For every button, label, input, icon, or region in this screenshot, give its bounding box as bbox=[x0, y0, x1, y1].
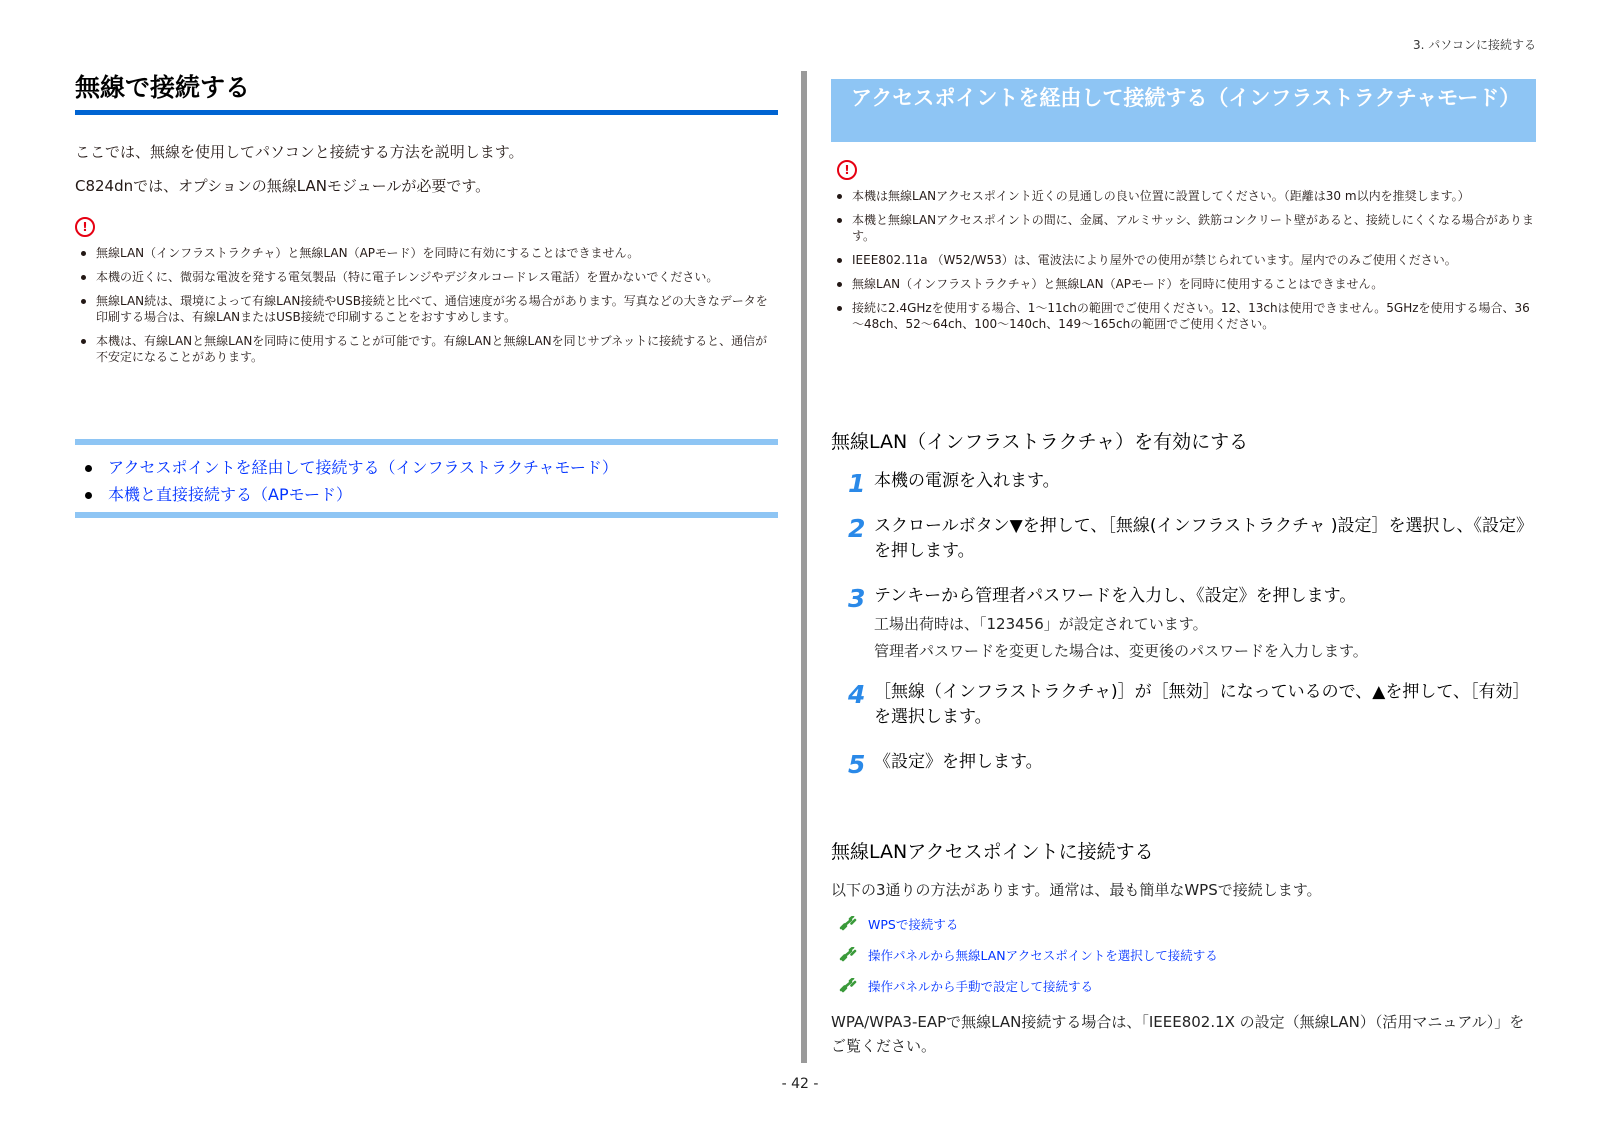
section-banner: アクセスポイントを経由して接続する（インフラストラクチャモード） bbox=[831, 79, 1536, 142]
step-3 bbox=[848, 584, 1538, 662]
note-item: IEEE802.11a （W52/W53）は、電波法により屋外での使用が禁じられています。屋内でのみご使用ください。 bbox=[831, 252, 1536, 268]
chain-link-icon bbox=[838, 916, 858, 932]
column-divider bbox=[801, 71, 807, 1063]
note-item: 無線LAN続は、環境によって有線LAN接続やUSB接続と比べて、通信速度が劣る場合があります。写真などの大きなデータを印刷する場合は、有線LANまたはUSB接続で印刷することをおすすめします。 bbox=[75, 293, 778, 325]
related-links-box bbox=[75, 439, 778, 518]
chain-link-icon bbox=[838, 947, 858, 963]
caution-notes-list bbox=[75, 245, 778, 365]
page-title: 無線で接続する bbox=[75, 70, 778, 115]
step-number: 5 bbox=[848, 750, 866, 779]
step-text: 《設定》を押します。 bbox=[874, 752, 1043, 772]
note-item: 無線LAN（インフラストラクチャ）と無線LAN（APモード）を同時に有効にすることはできません。 bbox=[75, 245, 778, 261]
step-5 bbox=[848, 750, 1538, 779]
caution-notes-list bbox=[831, 188, 1536, 332]
step-text: ［無線（インフラストラクチャ)］が［無効］になっているので、▲を押して、［有効］を選択します。 bbox=[874, 682, 1530, 727]
link-wps[interactable] bbox=[838, 915, 958, 933]
methods-intro: 以下の3通りの方法があります。通常は、最も簡単なWPSで接続します。 bbox=[831, 881, 1322, 899]
step-1 bbox=[848, 469, 1538, 498]
link-infrastructure-mode[interactable]: アクセスポイントを経由して接続する（インフラストラクチャモード） bbox=[83, 454, 778, 481]
link-label[interactable]: 操作パネルから無線LANアクセスポイントを選択して接続する bbox=[868, 948, 1218, 963]
step-4 bbox=[848, 680, 1538, 730]
page-number: - 42 - bbox=[781, 1076, 819, 1092]
step-subtext: 工場出荷時は、「123456」が設定されています。 bbox=[874, 615, 1208, 633]
chapter-header: 3. パソコンに接続する bbox=[1412, 38, 1536, 52]
intro-text: ここでは、無線を使用してパソコンと接続する方法を説明します。 bbox=[75, 143, 524, 161]
step-text: テンキーから管理者パスワードを入力し、《設定》を押します。 bbox=[874, 586, 1357, 606]
step-number: 1 bbox=[848, 469, 866, 498]
step-subtext: 管理者パスワードを変更した場合は、変更後のパスワードを入力します。 bbox=[874, 642, 1368, 660]
chain-link-icon bbox=[838, 978, 858, 994]
note-item: 接続に2.4GHzを使用する場合、1～11chの範囲でご使用ください。12、13chは使用できません。5GHzを使用する場合、36～48ch、52～64ch、100～140ch、149～165chの範囲でご使用ください。 bbox=[831, 300, 1536, 332]
note-item: 無線LAN（インフラストラクチャ）と無線LAN（APモード）を同時に使用することはできません。 bbox=[831, 276, 1536, 292]
step-number: 3 bbox=[848, 584, 866, 613]
link-label[interactable]: 操作パネルから手動で設定して接続する bbox=[868, 979, 1094, 994]
link-ap-mode[interactable]: 本機と直接接続する（APモード） bbox=[83, 481, 778, 508]
step-text: 本機の電源を入れます。 bbox=[874, 471, 1060, 491]
step-2 bbox=[848, 514, 1538, 564]
note-item: 本機は無線LANアクセスポイント近くの見通しの良い位置に設置してください。（距離は30 m以内を推奨します。） bbox=[831, 188, 1536, 204]
step-number: 2 bbox=[848, 514, 866, 543]
note-item: 本機の近くに、微弱な電波を発する電気製品（特に電子レンジやデジタルコードレス電話）を置かないでください。 bbox=[75, 269, 778, 285]
section-heading-enable-wlan: 無線LAN（インフラストラクチャ）を有効にする bbox=[831, 431, 1249, 453]
right-column bbox=[831, 79, 1536, 340]
caution-icon: ! bbox=[837, 160, 857, 180]
note-item: 本機は、有線LANと無線LANを同時に使用することが可能です。有線LANと無線LANを同じサブネットに接続すると、通信が不安定になることがあります。 bbox=[75, 333, 778, 365]
link-select-ap-from-panel[interactable] bbox=[838, 946, 1218, 964]
link-label[interactable]: WPSで接続する bbox=[868, 917, 959, 932]
step-text: スクロールボタン▼を押して、［無線(インフラストラクチャ )設定］を選択し、《設定》を押します。 bbox=[874, 516, 1534, 561]
left-column bbox=[75, 70, 778, 373]
caution-icon: ! bbox=[75, 217, 95, 237]
ieee8021x-note: WPA/WPA3-EAPで無線LAN接続する場合は、「IEEE802.1X の設定（無線LAN）（活用マニュアル）」をご覧ください。 bbox=[831, 1013, 1525, 1055]
link-manual-setup[interactable] bbox=[838, 977, 1093, 995]
module-note: C824dnでは、オプションの無線LANモジュールが必要です。 bbox=[75, 177, 491, 195]
note-item: 本機と無線LANアクセスポイントの間に、金属、アルミサッシ、鉄筋コンクリート壁があると、接続しにくくなる場合があります。 bbox=[831, 212, 1536, 244]
step-number: 4 bbox=[848, 680, 866, 709]
section-heading-connect-ap: 無線LANアクセスポイントに接続する bbox=[831, 841, 1154, 863]
